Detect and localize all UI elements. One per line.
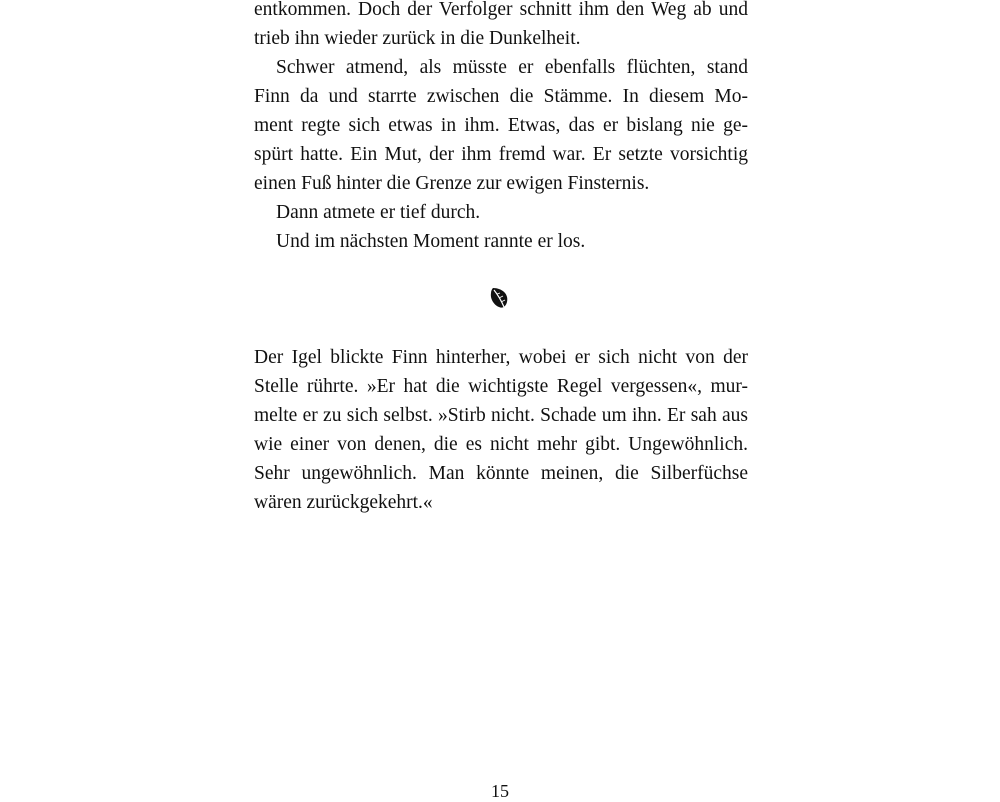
- text-line: einen Fuß hinter die Grenze zur ewigen Finsternis.: [254, 173, 650, 194]
- paragraph: [254, 343, 748, 517]
- text-section-bottom: [254, 343, 748, 517]
- text-line: wie einer von denen, die es nicht mehr gibt. Ungewöhnlich.: [254, 434, 748, 455]
- text-line: Und im nächsten Moment rannte er los.: [276, 231, 586, 252]
- text-line: Schwer atmend, als müsste er ebenfalls flüchten, stand: [276, 57, 748, 78]
- text-line: Dann atmete er tief durch.: [276, 202, 481, 223]
- leaf-ornament-svg: [489, 286, 511, 310]
- text-line: wären zurückgekehrt.«: [254, 492, 433, 513]
- paragraph: [254, 0, 748, 53]
- leaf-icon: [489, 286, 511, 310]
- text-line: Der Igel blickte Finn hinterher, wobei er sich nicht von der: [254, 347, 748, 368]
- text-line: ment regte sich etwas in ihm. Etwas, das er bislang nie ge-: [254, 115, 748, 136]
- text-line: melte er zu sich selbst. »Stirb nicht. Schade um ihn. Er sah aus: [254, 405, 748, 426]
- text-section-top: [254, 0, 748, 256]
- text-line: Stelle rührte. »Er hat die wichtigste Regel vergessen«, mur-: [254, 376, 748, 397]
- text-line: trieb ihn wieder zurück in die Dunkelheit.: [254, 28, 581, 49]
- text-line: entkommen. Doch der Verfolger schnitt ihm den Weg ab und: [254, 0, 748, 20]
- paragraph: [254, 53, 748, 198]
- paragraph: [254, 198, 748, 227]
- page-number: 15: [491, 781, 509, 801]
- text-line: Sehr ungewöhnlich. Man könnte meinen, die Silberfüchse: [254, 463, 748, 484]
- text-line: spürt hatte. Ein Mut, der ihm fremd war. Er setzte vorsichtig: [254, 144, 748, 165]
- text-line: Finn da und starrte zwischen die Stämme. In diesem Mo-: [254, 86, 748, 107]
- paragraph: [254, 227, 748, 256]
